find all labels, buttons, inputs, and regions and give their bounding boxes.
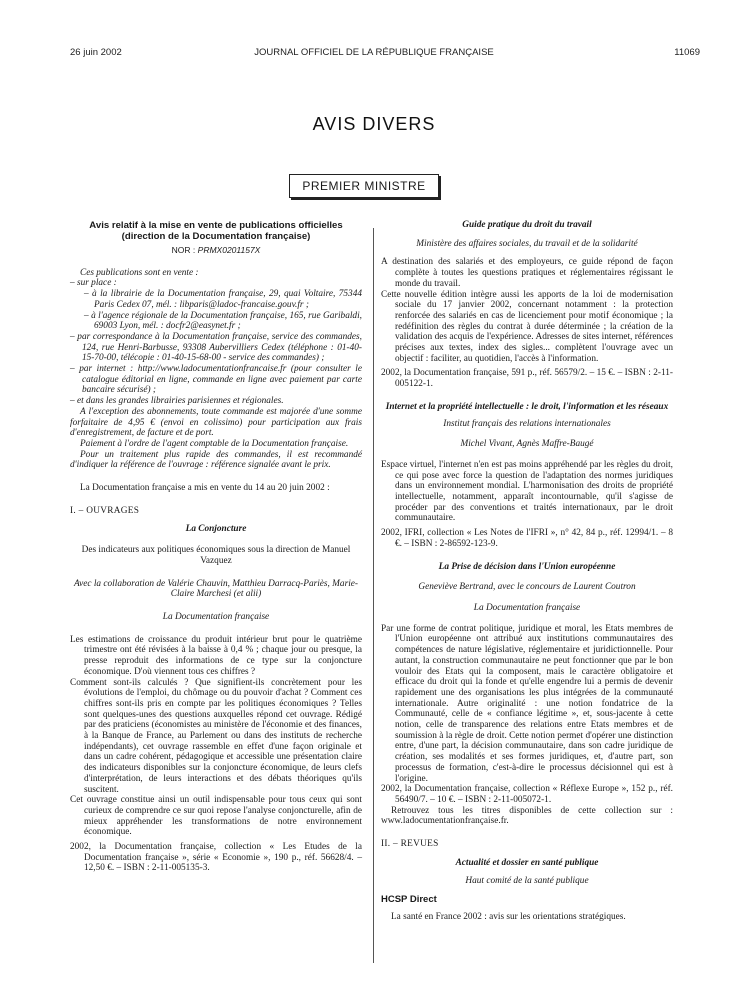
internet-authors: Michel Vivant, Agnès Maffre-Baugé	[460, 439, 594, 450]
book-publisher: La Documentation française	[162, 611, 270, 622]
book-title-guide: Guide pratique du droit du travail	[462, 220, 592, 230]
revue-paragraph-1: La santé en France 2002 : avis sur les orientations stratégiques.	[391, 911, 626, 922]
section-ouvrages: I. – OUVRAGES	[70, 505, 140, 516]
union-authors: Geneviève Bertrand, avec le concours de Laurent Coutron	[418, 582, 636, 593]
paiement-paragraph: Paiement à l'ordre de l'agent comptable de la Documentation française.	[80, 438, 349, 449]
guide-paragraph-2: Cette nouvelle édition intègre aussi les apports de la loi de modernisation sociale du 17 janvier 2002, concernant notamment : la protection renforcée des salariés en cas de licenciement pour motif économique ; la redéfinition des règles du contrat à durée déterminée ; la création de la validation des acquis de l'expérience. Adresses de sites internet, références précises aux textes, index des sigles... complètent l'ouvrage avec un objectif : faciliter, au quotidien, l'accès à l'information.	[381, 289, 673, 364]
internet-institut: Institut français des relations internationales	[443, 418, 611, 429]
left-column	[70, 220, 362, 874]
page-title: AVIS DIVERS	[312, 114, 436, 134]
conjoncture-paragraph-2: Comment sont-ils calculés ? Que signifient-ils concrètement pour les évolutions de l'emploi, du chômage ou du pouvoir d'achat ? Comment ces chiffres sont-ils pris en compte par les politiques économiques ? Telles sont quelques-unes des questions auxquelles répond cet ouvrage. Rédigé par des praticiens (économistes au ministère de l'économie et des finances, à la Banque de France, au Parlement ou dans des instituts de recherche indépendants), cet ouvrage rassemble en effet d'une façon originale et dans un cadre cohérent, pédagogique et accessible une présentation claire des indicateurs disponibles sur la conjoncture économique, de leurs clefs d'interprétation, de leurs interactions et des débats théoriques qu'ils suscitent.	[70, 677, 362, 795]
union-retrouvez: Retrouvez tous les titres disponibles de cette collection sur : www.ladocumentationfrançaise.fr.	[381, 805, 673, 827]
mise-en-vente-paragraph: La Documentation française a mis en vente du 14 au 20 juin 2002 :	[80, 483, 330, 494]
nor-value: PRMX0201157X	[197, 245, 261, 255]
correspondance-item: – par correspondance à la Documentation française, service des commandes, 124, rue Henri-Barbusse, 93308 Aubervilliers Cedex (téléphone : 01-40-15-70-00, télécopie : 01-40-15-68-00 - service des commandes) ;	[70, 331, 362, 364]
revue-publisher: Haut comité de la santé publique	[465, 876, 589, 887]
section-revues: II. – REVUES	[381, 839, 439, 850]
right-column	[381, 220, 673, 923]
book-title-internet: Internet et la propriété intellectuelle : le droit, l'information et les réseaux	[385, 401, 669, 412]
internet-paragraph-1: Espace virtuel, l'internet n'en est pas moins appréhendé par les règles du droit, ce qui pose avec force la question de l'adaptation des normes juridiques dans un environnement mondial. L'harmonisation des droits de propriété intellectuelle, notamment, apparaît incontournable, qu'il s'agisse de procéder par des conventions et traités internationaux, par le droit communautaire.	[381, 459, 673, 524]
revue-hcsp: HCSP Direct	[381, 894, 437, 906]
guide-paragraph-1: A destination des salariés et des employeurs, ce guide répond de façon complète à toutes les questions pratiques et réglementaires régissant le monde du travail.	[381, 257, 673, 289]
journal-title: JOURNAL OFFICIEL DE LA RÉPUBLIQUE FRANÇAISE	[254, 47, 494, 58]
issue-date: 26 juin 2002	[70, 47, 122, 58]
internet-reference: 2002, IFRI, collection « Les Notes de l'IFRI », n° 42, 84 p., réf. 12994/1. – 8 €. – ISBN : 2-86592-123-9.	[381, 528, 673, 549]
conjoncture-reference: 2002, la Documentation française, collection « Les Etudes de la Documentation française », série « Economie », 190 p., réf. 56628/4. – 12,50 €. – ISBN : 2-11-005135-3.	[70, 842, 362, 874]
column-divider	[373, 228, 374, 963]
book-subtitle-conjoncture: Des indicateurs aux politiques économiques sous la direction de Manuel Vazquez	[81, 545, 351, 566]
conjoncture-paragraph-3: Cet ouvrage constitue ainsi un outil indispensable pour tous ceux qui sont curieux de comprendre ce sur quoi repose l'analyse conjoncturelle, afin de mieux appréhender les transformations de notre environnement économique.	[70, 795, 362, 838]
librairie-item: – à la librairie de la Documentation française, 29, quai Voltaire, 75344 Paris Cedex 07, mél. : libparis@ladoc-francaise.gouv.fr ;	[84, 289, 362, 310]
sur-place-item: – sur place :	[70, 278, 117, 289]
guide-ministry: Ministère des affaires sociales, du travail et de la solidarité	[416, 238, 638, 249]
book-title-union: La Prise de décision dans l'Union européenne	[438, 561, 616, 572]
traitement-paragraph: Pour un traitement plus rapide des commandes, il est recommandé d'indiquer la référence de l'ouvrage : référence signalée avant le prix.	[70, 449, 362, 471]
union-paragraph-1: Par une forme de contrat politique, juridique et moral, les Etats membres de l'Union européenne ont attribué aux institutions communautaires des compétences de nature législative, réglementaire et juridictionnelle. Pour autant, la construction communautaire ne peut fonctionner que par le bon vouloir des Etats qui la composent, mais le caractère obligatoire et efficace du droit qui la fonde et qu'elle engendre lui a permis de devenir rapidement une des organisations les plus intégrées de la communauté internationale. Autre originalité : une notion fondatrice de la Communauté, celle de « confiance légitime », et, sous-jacente à cette notion, celle de transparence des relations entre Etats membres et de soumission à la règle de droit. Cette notion permet d'opérer une distinction entre, d'une part, la décision communautaire, dans son cadre juridique de création, ses modalités et ses formes juridiques, et, d'autre part, son processus de formation, c'est-à-dire le processus décisionnel qui est à l'origine.	[381, 623, 673, 784]
internet-item: – par internet : http://www.ladocumentationfrancaise.fr (pour consulter le catalogue éditorial en ligne, commande en ligne avec paiement par carte bancaire sécurisé) ;	[70, 364, 362, 396]
nor-reference	[70, 245, 362, 256]
page-number: 11069	[674, 47, 700, 58]
nor-label: NOR :	[171, 245, 196, 255]
union-reference: 2002, la Documentation française, collection « Réflexe Europe », 152 p., réf. 56490/7. – 10 €. – ISBN : 2-11-005072-1.	[381, 784, 673, 805]
book-title-conjoncture: La Conjoncture	[185, 524, 247, 535]
section-title: PREMIER MINISTRE	[289, 174, 439, 198]
book-collaborators: Avec la collaboration de Valérie Chauvin, Matthieu Darracq-Pariès, Marie-Claire Marchesi (et alii)	[73, 578, 359, 600]
avis-title: Avis relatif à la mise en vente de publications officielles (direction de la Documentation française)	[89, 220, 343, 242]
guide-reference: 2002, la Documentation française, 591 p., réf. 56579/2. – 15 €. – ISBN : 2-11-005122-1.	[381, 368, 673, 390]
exception-paragraph: A l'exception des abonnements, toute commande est majorée d'une somme forfaitaire de 4,95 € (envoi en colissimo) pour participation aux frais d'enregistrement, de facture et de port.	[70, 406, 362, 439]
union-publisher: La Documentation française	[473, 602, 581, 613]
conjoncture-paragraph-1: Les estimations de croissance du produit intérieur brut pour le quatrième trimestre ont été révisées à la baisse à 0,4 % ; chaque jour ou presque, la presse reproduit des informations de ce type sur la conjoncture économique. D'où viennent tous ces chiffres ?	[70, 634, 362, 677]
intro-paragraph: Ces publications sont en vente :	[80, 267, 199, 278]
agence-item: – à l'agence régionale de la Documentation française, 165, rue Garibaldi, 69003 Lyon, mél. : docfr2@easynet.fr ;	[84, 310, 362, 332]
revue-title: Actualité et dossier en santé publique	[455, 857, 599, 868]
grandes-librairies-item: – et dans les grandes librairies parisiennes et régionales.	[70, 396, 284, 407]
